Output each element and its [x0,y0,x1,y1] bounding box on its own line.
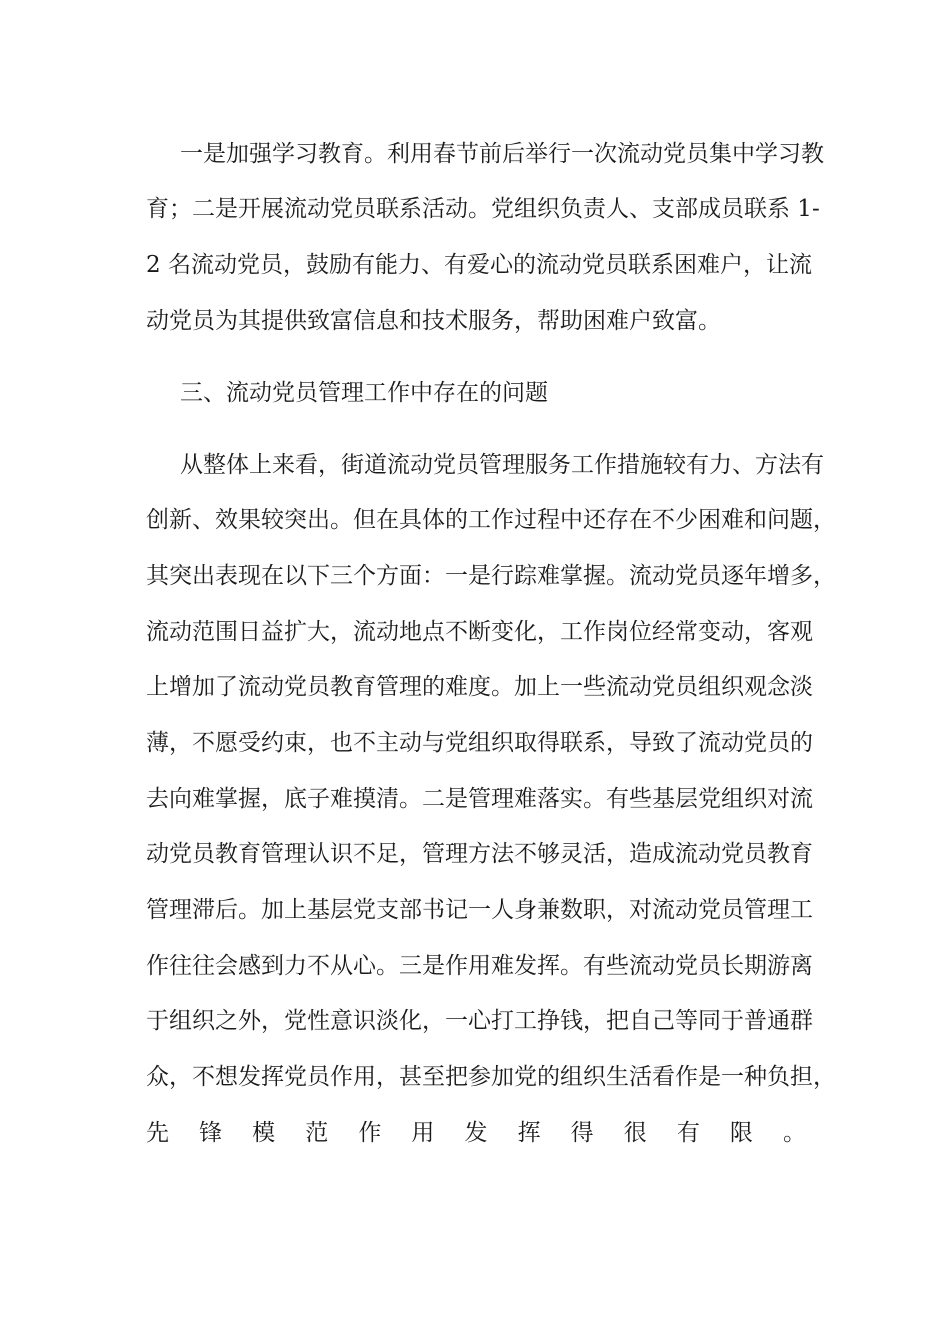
paragraph-2-line-7: 去向难掌握，底子难摸清。二是管理难落实。有些基层党组织对流 [146,786,813,812]
section-heading: 三、流动党员管理工作中存在的问题 [180,380,548,406]
paragraph-1-line-2: 育；二是开展流动党员联系活动。党组织负责人、支部成员联系 1- [146,196,820,222]
paragraph-1-line-3: 2 名流动党员，鼓励有能力、有爱心的流动党员联系困难户，让流 [146,252,812,278]
paragraph-2-line-9: 管理滞后。加上基层党支部书记一人身兼数职，对流动党员管理工 [146,897,813,923]
paragraph-2-line-12: 众，不想发挥党员作用，甚至把参加党的组织生活看作是一种负担， [146,1064,836,1090]
paragraph-2-line-8: 动党员教育管理认识不足，管理方法不够灵活，造成流动党员教育 [146,841,813,867]
paragraph-2-line-11: 于组织之外，党性意识淡化，一心打工挣钱，把自己等同于普通群 [146,1008,813,1034]
paragraph-2-line-4: 流动范围日益扩大，流动地点不断变化，工作岗位经常变动，客观 [146,619,813,645]
paragraph-2-line-2: 创新、效果较突出。但在具体的工作过程中还存在不少困难和问题， [146,507,836,533]
paragraph-2-line-10: 作往往会感到力不从心。三是作用难发挥。有些流动党员长期游离 [146,953,813,979]
paragraph-1-line-4: 动党员为其提供致富信息和技术服务，帮助困难户致富。 [146,308,721,334]
paragraph-2-line-13: 先锋模范作用发挥得很有限。 [146,1120,806,1146]
paragraph-2-line-6: 薄，不愿受约束，也不主动与党组织取得联系，导致了流动党员的 [146,730,813,756]
paragraph-2-line-3: 其突出表现在以下三个方面：一是行踪难掌握。流动党员逐年增多， [146,563,836,589]
paragraph-2-line-5: 上增加了流动党员教育管理的难度。加上一些流动党员组织观念淡 [146,674,813,700]
paragraph-2-line-1: 从整体上来看，街道流动党员管理服务工作措施较有力、方法有 [180,452,824,478]
paragraph-1-line-1: 一是加强学习教育。利用春节前后举行一次流动党员集中学习教 [180,141,824,167]
